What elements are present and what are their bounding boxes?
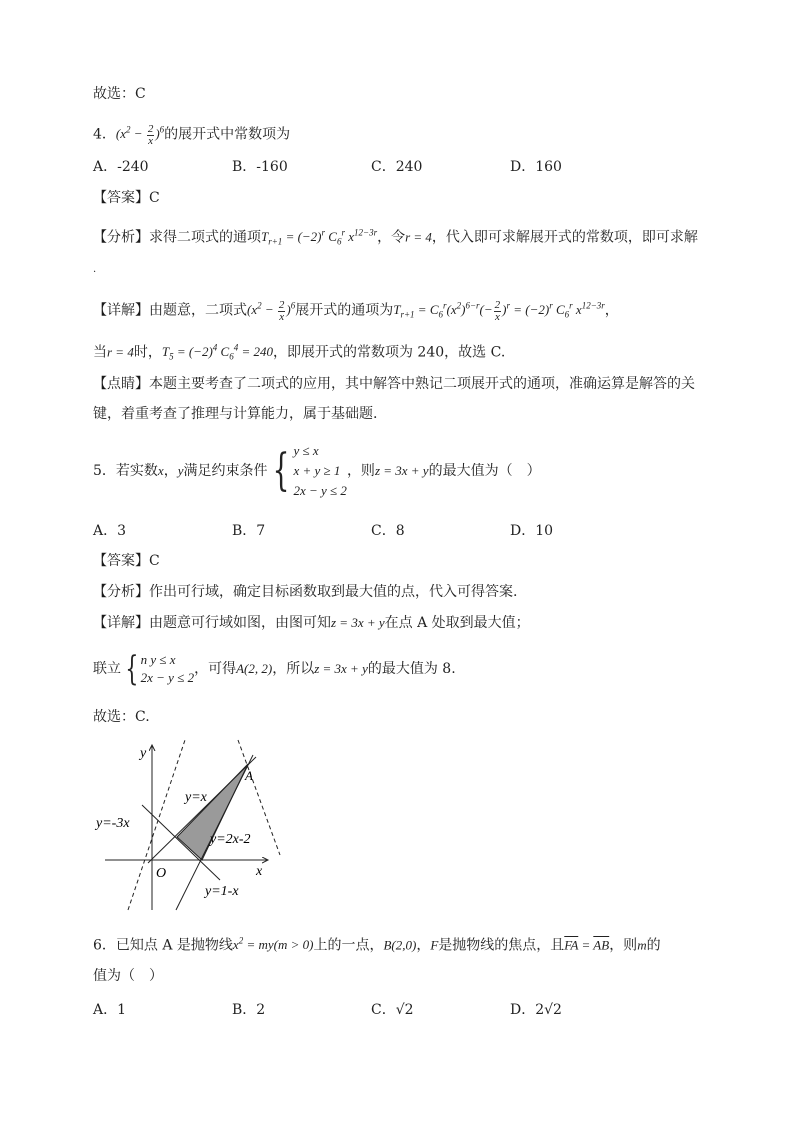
- q4-general-term: $T_{r+1} = (-2)^r$ $C_6^r$ $x^{12-3r}$: [261, 228, 378, 247]
- objective-line-origin: [128, 740, 185, 910]
- answer-value: C: [149, 190, 160, 206]
- q4-option-b: B．-160: [232, 159, 288, 175]
- q4-answer: [93, 188, 160, 208]
- q4-stem-text: 的展开式中常数项为: [164, 126, 291, 143]
- q4-detail: 【详解】由题意，二项式($x^2$ − $\frac{2}{x}$ )$^6$展开式的通项为$T_{r+1} = C_6^r(x^2)^{6-r}(-$ $\frac{2}{x}$ )$^r = (-2)^r$ $C_6^r$ $x^{12-3r}$，: [93, 298, 619, 323]
- q5-answer: 【答案】C: [93, 553, 160, 569]
- label-x-axis: x: [256, 864, 263, 879]
- q6-stem-line2: 值为（ ）: [93, 968, 163, 984]
- remark-tag: 【点睛】: [93, 376, 149, 392]
- label-line-y2x-2: y=2x-2: [210, 832, 251, 847]
- label-line-y-3x: y=-3x: [96, 816, 130, 831]
- q4-option-d: D．160: [510, 159, 562, 175]
- q4-expr: ($x^2$ − $\frac{2}{x}$ )$^6$: [115, 122, 165, 147]
- q5-option-a: A．3: [93, 523, 127, 539]
- feasible-region-figure: [90, 735, 290, 915]
- q5-analysis: 【分析】作出可行域，确定目标函数取到最大值的点，代入可得答案.: [93, 584, 518, 600]
- q6-option-c: C．√2: [371, 1002, 414, 1018]
- label-line-y1-x: y=1-x: [205, 884, 239, 899]
- q4-number: 4．: [93, 126, 116, 143]
- label-origin: O: [156, 866, 167, 881]
- answer-tag: 【答案】: [93, 190, 149, 206]
- q6-option-a: A．1: [93, 1002, 127, 1018]
- q5-option-b: B．7: [232, 523, 266, 539]
- q4-option-c: C．240: [371, 159, 423, 175]
- q4-option-a: A．-240: [93, 159, 149, 175]
- q6-option-d: D．2√2: [510, 1002, 562, 1018]
- q5-stem: 5．若实数x，y满足约束条件 { y ≤ x x + y ≥ 1 2x − y ≤ 2 ，则z = 3x + y的最大值为（ ）: [93, 441, 541, 501]
- q4-remark-line2: 键，着重考查了推理与计算能力，属于基础题.: [93, 406, 378, 422]
- q5-result: 故选：C.: [93, 709, 150, 725]
- label-y-axis: y: [140, 746, 147, 761]
- q4-detail-line2: 当r = 4时，$T_5 = (-2)^4$ $C_6^4 = 240$，即展开式的常数项为 240，故选 C.: [93, 343, 506, 362]
- analysis-tag: 【分析】: [93, 229, 149, 246]
- q4-stem: [93, 120, 290, 147]
- q4-analysis: 【分析】求得二项式的通项$T_{r+1} = (-2)^r$ $C_6^r$ $x^{12-3r}$，令r = 4，代入即可求解展开式的常数项，即可求解: [93, 228, 698, 247]
- prev-answer: 故选：C: [93, 86, 146, 102]
- detail-tag: 【详解】: [93, 302, 149, 319]
- q5-option-c: C．8: [371, 523, 405, 539]
- q5-option-d: D．10: [510, 523, 554, 539]
- label-point-a: A: [245, 768, 253, 783]
- q6-stem: 6．已知点 A 是抛物线$x^2 = my(m > 0)$上的一点，B(2,0)，F是抛物线的焦点，且$\overline{FA} = \overline{AB}$，则m的: [93, 936, 661, 954]
- q4-remark: 【点睛】本题主要考查了二项式的应用，其中解答中熟记二项展开式的通项，准确运算是解答的关: [93, 376, 695, 392]
- q5-constraints: y ≤ x x + y ≥ 1 2x − y ≤ 2: [293, 443, 347, 498]
- q5-brace: {: [273, 445, 290, 496]
- q4-frac: $\frac{2}{x}$: [147, 122, 154, 147]
- q5-detail: 【详解】由题意可行域如图，由图可知z = 3x + y在点 A 处取到最大值；: [93, 615, 530, 631]
- q4-analysis-dot: .: [93, 264, 97, 275]
- label-line-yx: y=x: [185, 790, 207, 805]
- q5-join: 联立 { n y ≤ x 2x − y ≤ 2 ，可得A(2, 2)，所以z = 3x + y的最大值为 8.: [93, 649, 456, 689]
- q6-option-b: B．2: [232, 1002, 266, 1018]
